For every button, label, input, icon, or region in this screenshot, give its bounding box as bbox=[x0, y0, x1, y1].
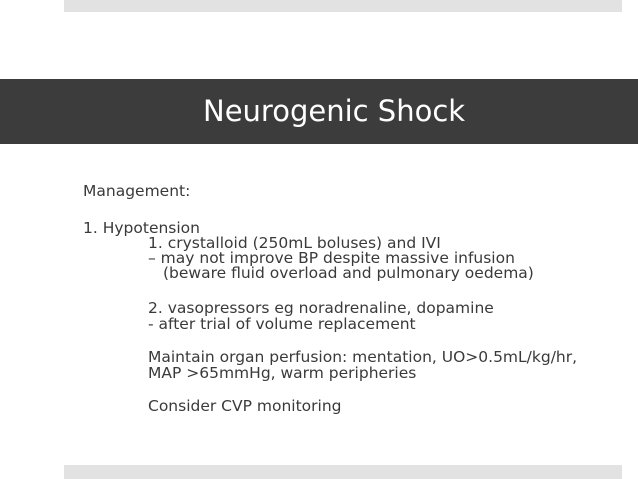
body-line-hypotension: 1. Hypotension bbox=[83, 219, 200, 237]
body-line-bp-note: – may not improve BP despite massive infusion bbox=[148, 249, 515, 267]
management-heading: Management: bbox=[83, 182, 191, 200]
bottom-decorative-bar bbox=[64, 465, 622, 479]
body-line-organ-perfusion: Maintain organ perfusion: mentation, UO>0.5mL/kg/hr, bbox=[148, 348, 578, 366]
body-line-vasopressors: 2. vasopressors eg noradrenaline, dopamine bbox=[148, 299, 494, 317]
body-line-crystalloid: 1. crystalloid (250mL boluses) and IVI bbox=[148, 234, 441, 252]
slide-title: Neurogenic Shock bbox=[203, 94, 466, 128]
body-line-volume-replacement: - after trial of volume replacement bbox=[148, 315, 416, 333]
body-line-map: MAP >65mmHg, warm peripheries bbox=[148, 364, 417, 382]
top-decorative-bar bbox=[64, 0, 622, 12]
body-line-fluid-warning: (beware fluid overload and pulmonary oedema) bbox=[163, 264, 534, 282]
body-line-cvp: Consider CVP monitoring bbox=[148, 397, 342, 415]
